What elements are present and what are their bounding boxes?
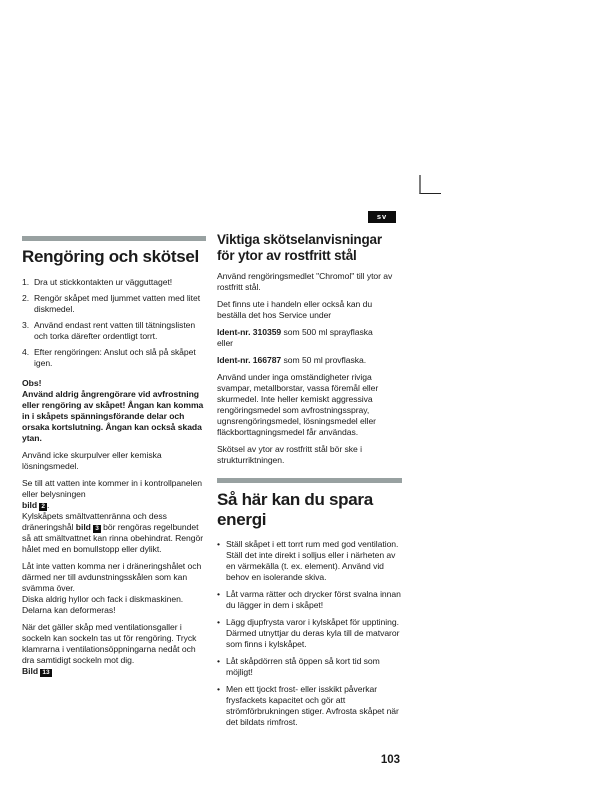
bullet-item bbox=[217, 656, 402, 678]
list-item bbox=[22, 320, 206, 342]
bild-label: bild bbox=[75, 521, 91, 532]
bullet-glyph: • bbox=[217, 589, 220, 599]
bild-label: Bild bbox=[22, 665, 39, 676]
list-number: 2. bbox=[22, 292, 30, 303]
right-column bbox=[217, 232, 402, 734]
paragraph bbox=[22, 622, 206, 677]
paragraph-text: Diska aldrig hyllor och fack i diskmaskinen. Delarna kan deformeras! bbox=[22, 593, 184, 615]
ident-paragraph bbox=[217, 327, 402, 349]
bullet-list bbox=[217, 539, 402, 728]
section-rule bbox=[217, 478, 402, 483]
bullet-item bbox=[217, 684, 402, 728]
paragraph: Använd rengöringsmedlet "Chromol" till ytor av rostfritt stål. bbox=[217, 271, 393, 292]
bullet-item bbox=[217, 589, 402, 611]
section-heading-cleaning: Rengöring och skötsel bbox=[22, 247, 199, 266]
bullet-glyph: • bbox=[217, 539, 220, 549]
paragraph: Använd icke skurpulver eller kemiska lösningsmedel. bbox=[22, 449, 162, 471]
bild-reference bbox=[22, 666, 206, 677]
paragraph bbox=[22, 478, 206, 555]
paragraph-text: När det gäller skåp med ventilationsgaller i sockeln kan sockeln tas ut för rengöring. Tryck klamrarna i ventilationsöppningarna nedåt och dra samtidigt sockeln mot dig. bbox=[22, 621, 197, 665]
ident-number: Ident-nr. 310359 bbox=[217, 327, 282, 337]
ident-number: Ident-nr. 166787 bbox=[217, 355, 282, 365]
bild-reference bbox=[22, 500, 206, 511]
section-rule bbox=[22, 236, 206, 241]
bullet-item bbox=[217, 539, 402, 583]
paragraph-text: Kylskåpets smältvattenränna och dess dräneringshål bbox=[22, 510, 167, 532]
bullet-text: Men ett tjockt frost- eller isskikt påverkar frysfackets kapacitet och gör att strömförbrukningen stiger. Avfrosta skåpet när det bildats rimfrost. bbox=[226, 684, 399, 727]
left-column bbox=[22, 236, 206, 683]
paragraph-text bbox=[22, 511, 206, 555]
bullet-text: Lägg djupfrysta varor i kylskåpet för upptining. Därmed utnyttjar du deras kyla till de matvaror som finns i kylskåpet. bbox=[226, 617, 400, 649]
paragraph: Skötsel av ytor av rostfritt stål bör ske i strukturriktningen. bbox=[217, 444, 362, 465]
list-number: 3. bbox=[22, 319, 30, 330]
bild-badge: 13 bbox=[42, 668, 50, 676]
bullet-glyph: • bbox=[217, 617, 220, 627]
paragraph-text: . bbox=[47, 499, 50, 510]
paragraph-text: Låt inte vatten komma ner i dräneringshålet och därmed ner till avdunstningsskålen som kan svämma över. bbox=[22, 560, 202, 593]
obs-title: Obs! bbox=[22, 377, 42, 388]
bullet-glyph: • bbox=[217, 656, 220, 666]
paragraph bbox=[22, 561, 206, 616]
list-item bbox=[22, 347, 206, 369]
ident-text: eller bbox=[217, 338, 233, 348]
crop-mark-icon bbox=[419, 175, 441, 194]
ident-paragraph bbox=[217, 355, 402, 366]
section-heading-stainless: Viktiga skötselanvisningar för ytor av rostfritt stål bbox=[217, 232, 382, 263]
bullet-text: Låt skåpdörren stå öppen så kort tid som möjligt! bbox=[226, 656, 380, 677]
bullet-text: Ställ skåpet i ett torrt rum med god ventilation. Ställ det inte direkt i solljus eller i närheten av en värmekälla (t. ex. element). Använd vid behov en isolerande skiva. bbox=[226, 539, 399, 582]
paragraph: Använd under inga omständigheter riviga svampar, metallborstar, vassa föremål eller skurmedel. Inte heller kemiskt aggressiva rengöringsmedel som avfrostningsspray, ugnsrengöringsmedel, lösningsmedel eller fläckborttagningsmedel får användas. bbox=[217, 372, 379, 437]
paragraph: Det finns ute i handeln eller också kan du beställa det hos Service under bbox=[217, 299, 373, 320]
list-number: 1. bbox=[22, 276, 30, 287]
ident-text: som 500 ml sprayflaska bbox=[283, 327, 373, 337]
bullet-glyph: • bbox=[217, 684, 220, 694]
paragraph-text: bör rengöras regelbundet så att smältvattnet kan rinna obehindrat. Rengör hålet med en bomullstopp eller dylikt. bbox=[22, 521, 204, 554]
bild-badge: 3 bbox=[95, 524, 99, 532]
list-item bbox=[22, 293, 206, 315]
numbered-list bbox=[22, 277, 206, 369]
obs-body: Använd aldrig ångrengörare vid avfrostning eller rengöring av skåpet! Ångan kan komma in i skåpets spänningsförande delar och orsaka kortslutning. Ångan kan också skada ytan. bbox=[22, 388, 204, 443]
section-heading-energy: Så här kan du spara energi bbox=[217, 490, 373, 529]
bild-label: bild bbox=[22, 499, 38, 510]
bild-badge: 2 bbox=[41, 502, 45, 510]
page-number: 103 bbox=[380, 754, 400, 766]
list-text: Använd endast rent vatten till tätningslisten och torka därefter ordentligt torrt. bbox=[34, 319, 196, 341]
list-text: Efter rengöringen: Anslut och slå på skåpet igen. bbox=[34, 346, 196, 368]
ident-text: som 50 ml provflaska. bbox=[283, 355, 367, 365]
language-badge: sv bbox=[368, 211, 396, 223]
bullet-item bbox=[217, 617, 402, 650]
list-text: Rengör skåpet med ljummet vatten med litet diskmedel. bbox=[34, 292, 201, 314]
paragraph-text: Se till att vatten inte kommer in i kontrollpanelen eller belysningen bbox=[22, 477, 202, 499]
list-number: 4. bbox=[22, 346, 30, 357]
list-text: Dra ut stickkontakten ur vägguttaget! bbox=[34, 276, 173, 287]
list-item bbox=[22, 277, 206, 288]
bullet-text: Låt varma rätter och drycker först svalna innan du lägger in dem i skåpet! bbox=[226, 589, 401, 610]
